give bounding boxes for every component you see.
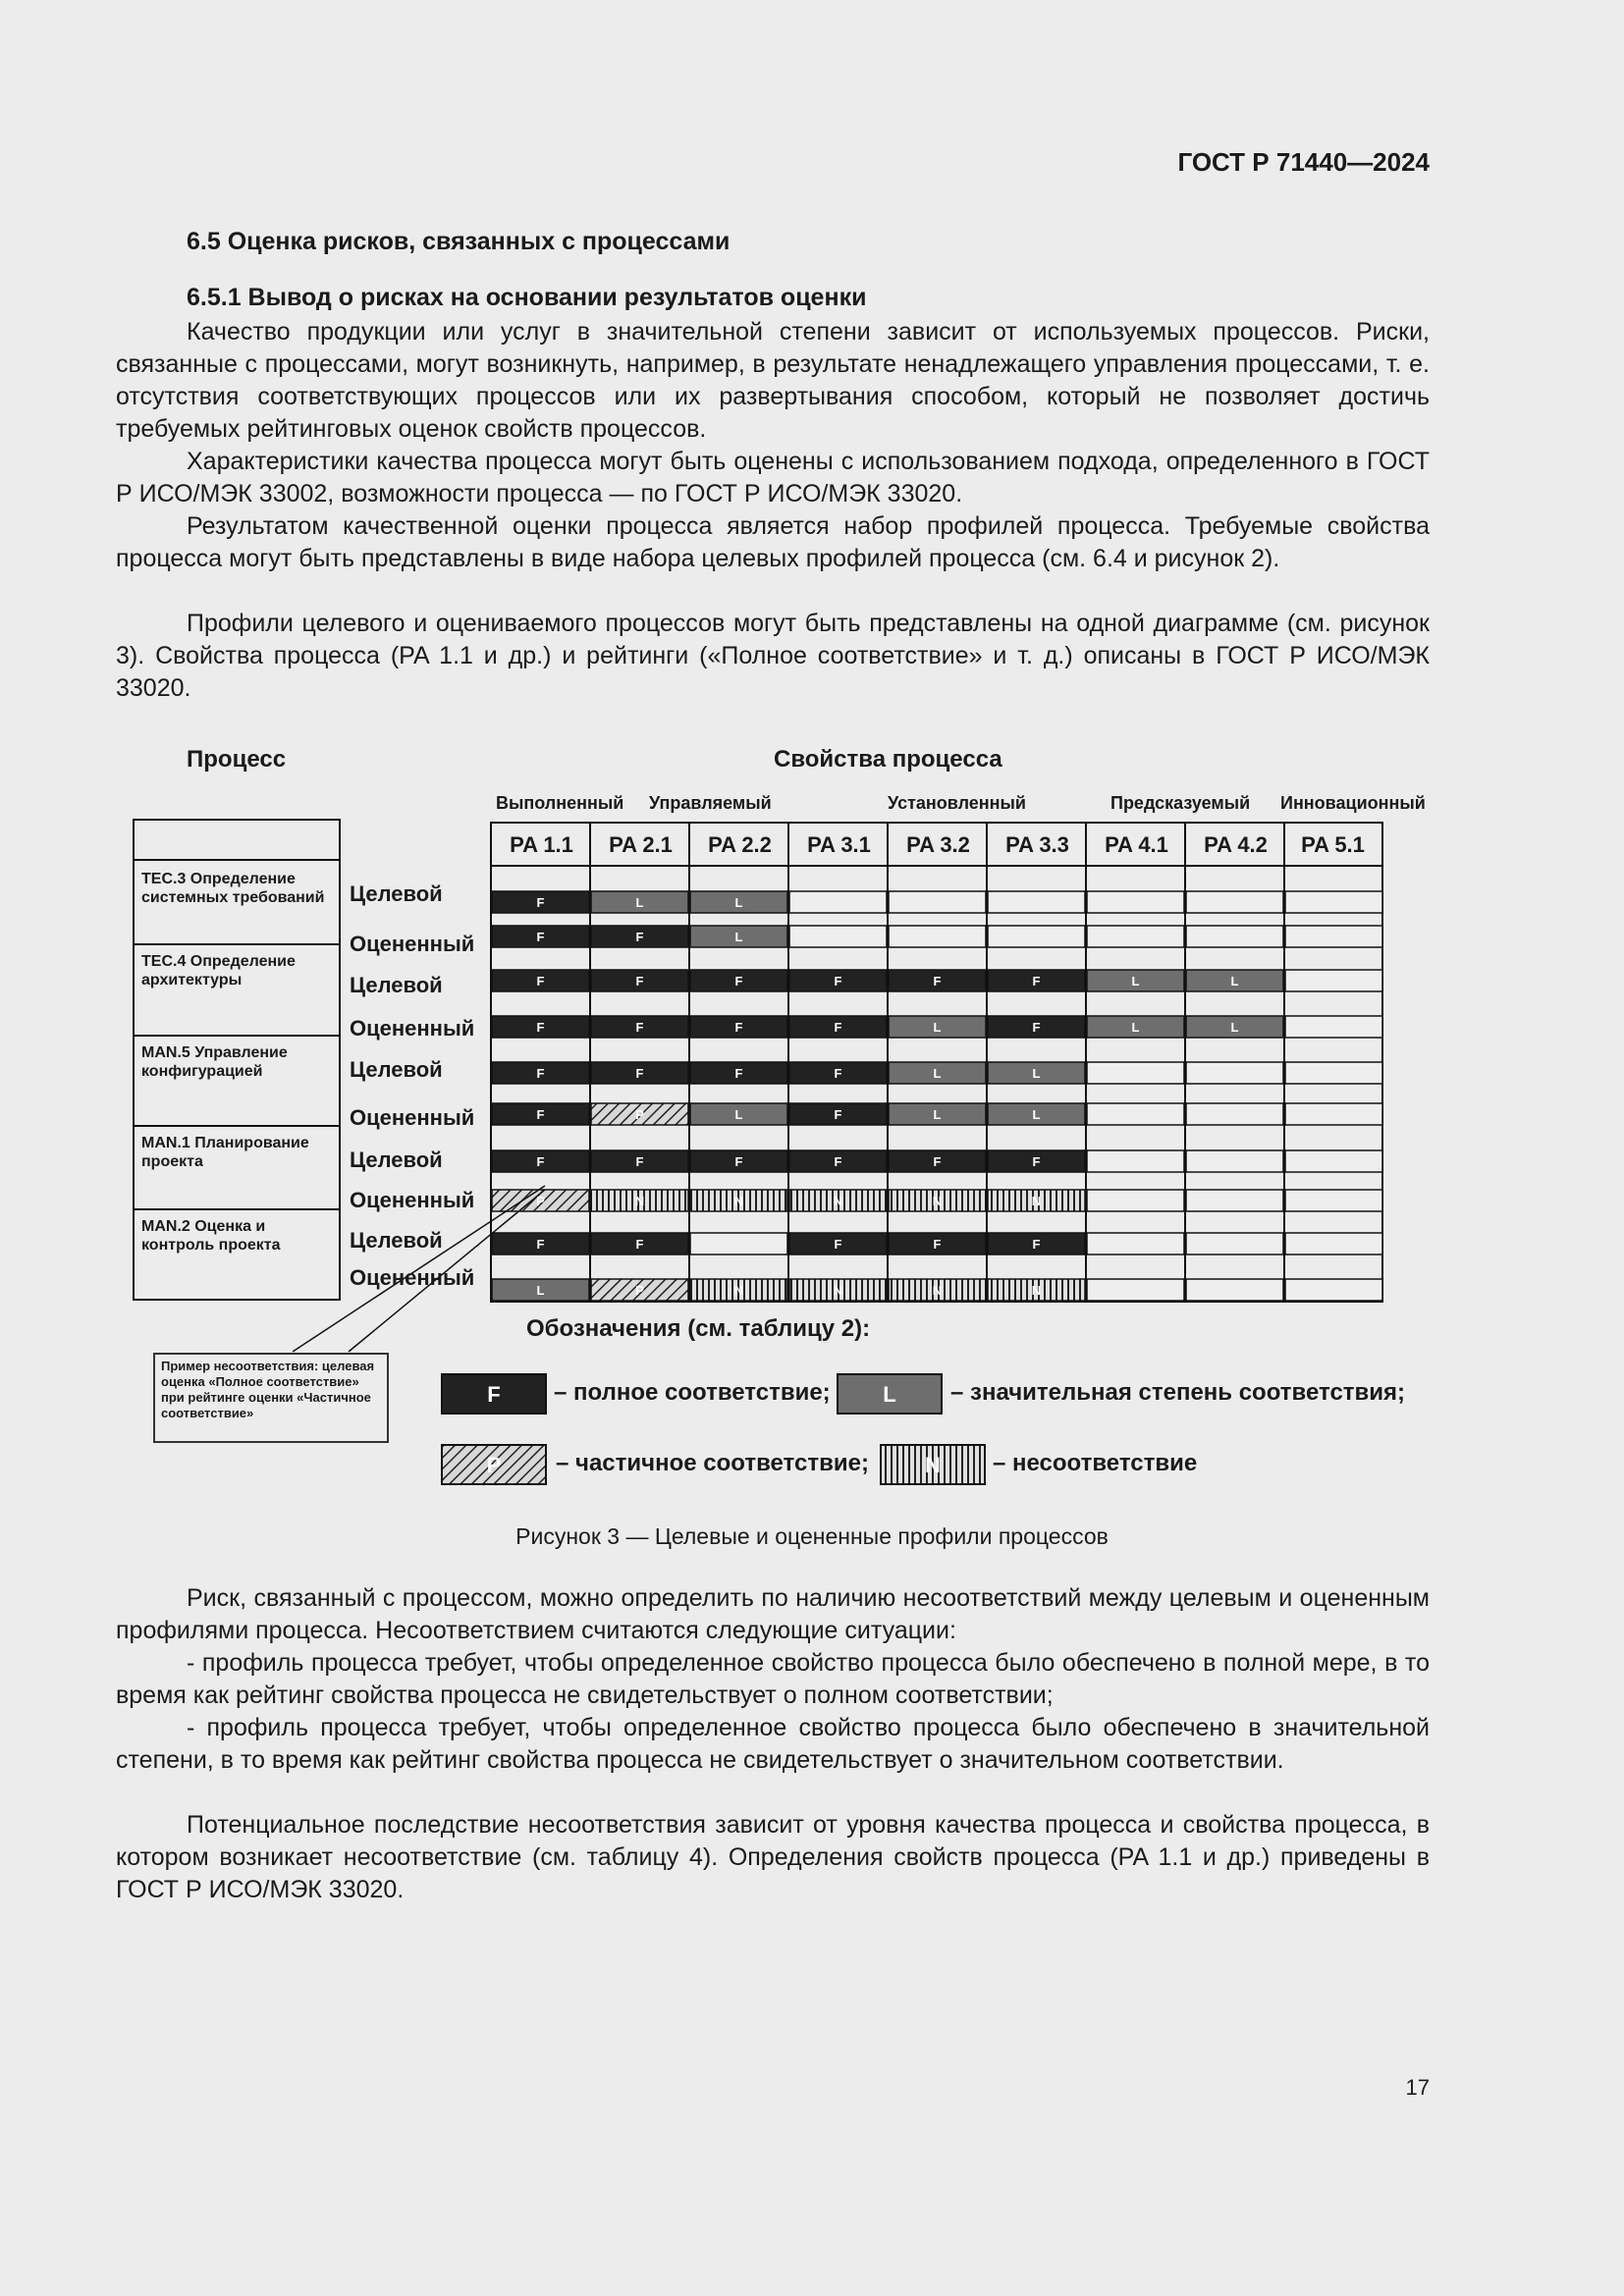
- rating-cell-empty: [1285, 1233, 1382, 1255]
- rating-label: N: [833, 1194, 843, 1208]
- process-name: TEC.3 Определение системных требований: [141, 871, 325, 906]
- rating-cell-empty: [889, 926, 986, 947]
- legend-text-p: – частичное соответствие;: [556, 1450, 869, 1476]
- paragraph: - профиль процесса требует, чтобы определенное свойство процесса было обеспечено в значительной степени, в то время как рейтинг свойства процесса не свидетельствует о значительном соответствии.: [116, 1714, 1430, 1774]
- rating-cell-empty: [1285, 1062, 1382, 1084]
- group-label: Выполненный: [496, 793, 624, 813]
- rating-label: F: [536, 930, 545, 944]
- rating-label: F: [834, 1020, 842, 1035]
- row-label: Целевой: [350, 881, 443, 906]
- rating-label: F: [1032, 1020, 1041, 1035]
- row-label: Оцененный: [350, 932, 475, 956]
- rating-label: L: [536, 1283, 545, 1298]
- attributes-header: Свойства процесса: [774, 746, 1002, 773]
- rating-label: F: [834, 974, 842, 988]
- rating-label: F: [734, 1154, 743, 1169]
- rating-label: F: [734, 974, 743, 988]
- row-label: Оцененный: [350, 1188, 475, 1212]
- process-header: Процесс: [187, 746, 287, 773]
- process-name: MAN.1 Планирование проекта: [141, 1135, 309, 1170]
- row-label: Целевой: [350, 973, 443, 997]
- attribute-header: PA 2.1: [609, 832, 673, 857]
- process-name: MAN.5 Управление конфигурацией: [141, 1044, 288, 1080]
- rating-cell-empty: [1285, 926, 1382, 947]
- attribute-header: PA 5.1: [1301, 832, 1365, 857]
- rating-cell-empty: [1087, 1103, 1184, 1125]
- rating-label: F: [536, 1107, 545, 1122]
- legend-text-f: – полное соответствие;: [554, 1379, 831, 1406]
- rating-label: F: [834, 1154, 842, 1169]
- legend-title: Обозначения (см. таблицу 2):: [526, 1315, 871, 1342]
- rating-cell-empty: [1285, 970, 1382, 991]
- rating-cell-empty: [690, 1233, 787, 1255]
- group-label: Управляемый: [649, 793, 772, 813]
- document-code: ГОСТ Р 71440—2024: [1177, 147, 1430, 177]
- rating-label: N: [634, 1194, 645, 1208]
- rating-label: L: [734, 895, 743, 910]
- attribute-header: PA 3.2: [906, 832, 970, 857]
- rating-label: F: [933, 1237, 942, 1252]
- rating-label: L: [933, 1066, 942, 1081]
- legend-text-n: – несоответствие: [993, 1450, 1198, 1476]
- page-number: 17: [1405, 2075, 1430, 2100]
- rating-label: L: [933, 1107, 942, 1122]
- rating-cell-empty: [1186, 891, 1283, 913]
- rating-label: L: [1032, 1107, 1041, 1122]
- paragraph: - профиль процесса требует, чтобы определенное свойство процесса было обеспечено в полной мере, в то время как рейтинг свойства процесса не свидетельствует о полном соответствии;: [116, 1649, 1430, 1709]
- rating-label: F: [1032, 1237, 1041, 1252]
- rating-label: P: [635, 1107, 644, 1122]
- rating-cell-empty: [1285, 1279, 1382, 1301]
- rating-cell-empty: [789, 926, 887, 947]
- legend-code-n: N: [925, 1453, 941, 1477]
- process-name: MAN.2 Оценка и контроль проекта: [141, 1218, 281, 1254]
- rating-label: F: [834, 1237, 842, 1252]
- rating-cell-empty: [889, 891, 986, 913]
- rating-cell-empty: [1285, 891, 1382, 913]
- attribute-header: PA 1.1: [510, 832, 573, 857]
- rating-label: F: [635, 1066, 644, 1081]
- rating-label: F: [734, 1020, 743, 1035]
- rating-label: F: [635, 974, 644, 988]
- rating-label: P: [635, 1283, 644, 1298]
- rating-cell-empty: [1087, 891, 1184, 913]
- rating-cell-empty: [1087, 1150, 1184, 1172]
- legend-code-p: P: [486, 1453, 502, 1477]
- row-label: Оцененный: [350, 1105, 475, 1130]
- paragraph: Профили целевого и оцениваемого процессов могут быть представлены на одной диаграмме (см. рисунок 3). Свойства процесса (PA 1.1 и др.) и рейтинги («Полное соответствие» и т. д.) описаны в ГОСТ Р ИСО/МЭК 33020.: [116, 610, 1430, 702]
- subsection-title: 6.5.1 Вывод о рисках на основании результатов оценки: [187, 284, 867, 311]
- rating-cell-empty: [1186, 1279, 1283, 1301]
- rating-label: F: [536, 1154, 545, 1169]
- nonconformity-callout: Пример несоответствия: целевая оценка «Полное соответствие» при рейтинге оценки «Частичное соответствие»: [153, 1353, 389, 1443]
- rating-label: F: [536, 974, 545, 988]
- rating-label: F: [933, 974, 942, 988]
- rating-label: F: [933, 1154, 942, 1169]
- rating-label: N: [833, 1283, 843, 1298]
- rating-label: L: [1032, 1066, 1041, 1081]
- rating-label: F: [536, 1020, 545, 1035]
- rating-cell-empty: [1186, 1103, 1283, 1125]
- rating-label: F: [734, 1066, 743, 1081]
- rating-label: P: [536, 1194, 545, 1208]
- rating-label: N: [1031, 1283, 1042, 1298]
- rating-cell-empty: [1285, 1016, 1382, 1038]
- attribute-header: PA 3.3: [1005, 832, 1069, 857]
- rating-label: L: [1230, 974, 1239, 988]
- rating-label: F: [536, 1237, 545, 1252]
- rating-cell-empty: [988, 891, 1085, 913]
- rating-label: F: [635, 930, 644, 944]
- paragraph: Риск, связанный с процессом, можно определить по наличию несоответствий между целевым и оцененным профилями процесса. Несоответствием считаются следующие ситуации:: [116, 1584, 1430, 1644]
- rating-cell-empty: [988, 926, 1085, 947]
- rating-cell-empty: [1087, 1233, 1184, 1255]
- rating-cell-empty: [1087, 1279, 1184, 1301]
- rating-label: F: [635, 1020, 644, 1035]
- rating-cell-empty: [1186, 1190, 1283, 1211]
- rating-label: N: [1031, 1194, 1042, 1208]
- attribute-header: PA 3.1: [807, 832, 871, 857]
- rating-cell-empty: [1285, 1103, 1382, 1125]
- rating-label: F: [536, 895, 545, 910]
- rating-cell-empty: [1087, 1062, 1184, 1084]
- rating-cell-empty: [1186, 1150, 1283, 1172]
- rating-cell-empty: [1087, 926, 1184, 947]
- rating-label: F: [1032, 974, 1041, 988]
- row-label: Оцененный: [350, 1016, 475, 1041]
- attribute-header: PA 2.2: [708, 832, 772, 857]
- rating-label: L: [734, 1107, 743, 1122]
- attribute-header: PA 4.2: [1204, 832, 1268, 857]
- rating-cell-empty: [1285, 1150, 1382, 1172]
- paragraph: Качество продукции или услуг в значительной степени зависит от используемых процессов. Риски, связанные с процессами, могут возникнуть, например, в результате ненадлежащего управления процессами, т. е. отсутствия соответствующих процессов или их развертывания способом, который не позволяет достичь требуемых рейтинговых оценок свойств процессов.: [116, 318, 1430, 443]
- rating-label: L: [1131, 974, 1140, 988]
- rating-cell-empty: [1285, 1190, 1382, 1211]
- legend-code-f: F: [487, 1382, 501, 1407]
- figure-caption: Рисунок 3 — Целевые и оцененные профили процессов: [515, 1523, 1109, 1549]
- process-name: TEC.4 Определение архитектуры: [141, 953, 296, 988]
- rating-label: F: [834, 1066, 842, 1081]
- rating-label: N: [932, 1194, 943, 1208]
- rating-label: N: [932, 1283, 943, 1298]
- row-label: Целевой: [350, 1228, 443, 1253]
- row-label: Целевой: [350, 1057, 443, 1082]
- rating-cell-empty: [1186, 1062, 1283, 1084]
- rating-label: L: [933, 1020, 942, 1035]
- rating-label: L: [734, 930, 743, 944]
- paragraph: Потенциальное последствие несоответствия зависит от уровня качества процесса и свойства процесса, в котором возникает несоответствие (см. таблицу 4). Определения свойств процесса (PA 1.1 и др.) приведены в ГОСТ Р ИСО/МЭК 33020.: [116, 1811, 1430, 1903]
- legend-code-l: L: [883, 1382, 896, 1407]
- rating-cell-empty: [789, 891, 887, 913]
- rating-label: L: [1230, 1020, 1239, 1035]
- section-title: 6.5 Оценка рисков, связанных с процессами: [187, 228, 731, 255]
- rating-label: F: [635, 1237, 644, 1252]
- legend-text-l: – значительная степень соответствия;: [950, 1379, 1406, 1406]
- rating-label: F: [834, 1107, 842, 1122]
- rating-label: F: [536, 1066, 545, 1081]
- rating-label: N: [733, 1194, 744, 1208]
- rating-cell-empty: [1087, 1190, 1184, 1211]
- rating-label: F: [635, 1154, 644, 1169]
- group-label: Инновационный: [1280, 793, 1426, 813]
- group-label: Установленный: [888, 793, 1026, 813]
- rating-label: L: [635, 895, 644, 910]
- rating-label: L: [1131, 1020, 1140, 1035]
- row-label: Оцененный: [350, 1265, 475, 1290]
- row-label: Целевой: [350, 1148, 443, 1172]
- group-label: Предсказуемый: [1110, 793, 1251, 813]
- paragraph: Характеристики качества процесса могут быть оценены с использованием подхода, определенного в ГОСТ Р ИСО/МЭК 33002, возможности процесса — по ГОСТ Р ИСО/МЭК 33020.: [116, 448, 1430, 507]
- rating-cell-empty: [1186, 1233, 1283, 1255]
- attribute-header: PA 4.1: [1105, 832, 1168, 857]
- rating-cell-empty: [1186, 926, 1283, 947]
- rating-label: N: [733, 1283, 744, 1298]
- paragraph: Результатом качественной оценки процесса является набор профилей процесса. Требуемые свойства процесса могут быть представлены в виде набора целевых профилей процесса (см. 6.4 и рисунок 2).: [116, 512, 1430, 572]
- rating-label: F: [1032, 1154, 1041, 1169]
